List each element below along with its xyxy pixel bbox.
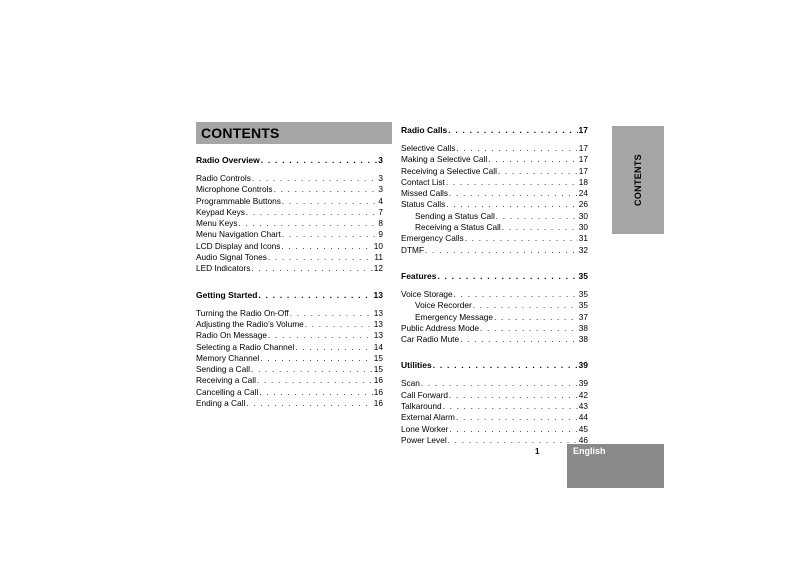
dot-leader — [252, 173, 377, 184]
section-page: 17 — [578, 125, 588, 135]
dot-leader — [498, 166, 578, 177]
entry-page: 31 — [578, 233, 588, 244]
dot-leader — [460, 334, 578, 345]
toc-entry[interactable] — [401, 143, 588, 154]
toc-entry[interactable] — [196, 398, 383, 409]
section-heading[interactable] — [196, 155, 383, 169]
entry-text: Receiving a Call — [196, 375, 256, 386]
entry-page: 18 — [578, 176, 588, 187]
entry-text: Menu Navigation Chart — [196, 229, 281, 240]
entry-text: Selecting a Radio Channel — [196, 341, 295, 352]
entry-text: Contact List — [401, 176, 445, 187]
toc-entry[interactable] — [401, 199, 588, 210]
toc-entry[interactable] — [401, 334, 588, 345]
language-label: English — [573, 446, 606, 456]
dot-leader — [251, 263, 372, 274]
section-page: 39 — [578, 360, 588, 371]
entry-page: 10 — [373, 240, 383, 251]
entry-text: LCD Display and Icons — [196, 240, 281, 251]
toc-entry[interactable] — [401, 289, 588, 300]
toc-entry[interactable] — [401, 435, 588, 446]
entry-page: 15 — [373, 352, 383, 363]
entry-page: 26 — [578, 199, 588, 210]
entry-text: Sending a Call — [196, 364, 250, 375]
toc-entry[interactable] — [196, 218, 383, 229]
toc-entry[interactable] — [196, 173, 383, 184]
dot-leader — [246, 207, 377, 218]
entry-page: 17 — [578, 143, 588, 153]
toc-section-radio-calls — [401, 125, 588, 256]
entry-page: 13 — [373, 307, 383, 318]
toc-entry[interactable] — [401, 154, 588, 165]
entry-text: Sending a Status Call — [415, 210, 495, 221]
toc-entry[interactable] — [196, 375, 383, 386]
dot-leader — [282, 196, 378, 207]
dot-leader — [259, 387, 373, 398]
dot-leader — [446, 177, 578, 188]
entry-page: 16 — [373, 375, 383, 386]
entry-text: Call Forward — [401, 389, 449, 400]
dot-leader — [268, 330, 373, 341]
entry-text: Selective Calls — [401, 143, 456, 153]
entry-text: Menu Keys — [196, 218, 238, 229]
dot-leader — [290, 308, 373, 319]
entry-text: Keypad Keys — [196, 206, 245, 217]
dot-leader — [488, 154, 578, 165]
entry-page: 14 — [373, 341, 383, 352]
entry-text: Radio On Message — [196, 330, 268, 341]
entry-text: Missed Calls — [401, 188, 449, 199]
toc-entry[interactable] — [196, 308, 383, 319]
dot-leader — [456, 412, 578, 423]
side-tab-label: CONTENTS — [633, 154, 643, 206]
dot-leader — [465, 233, 578, 244]
dot-leader — [502, 222, 578, 233]
dot-leader — [282, 229, 378, 240]
dot-leader — [425, 245, 578, 256]
dot-leader — [437, 271, 577, 285]
toc-entry[interactable] — [401, 401, 588, 412]
toc-left-column — [196, 155, 383, 424]
entry-text: Cancelling a Call — [196, 386, 259, 397]
toc-entry[interactable] — [196, 229, 383, 240]
dot-leader — [251, 364, 373, 375]
toc-entry[interactable] — [196, 207, 383, 218]
entry-page: 7 — [378, 206, 383, 217]
toc-section-getting-started — [196, 290, 383, 410]
entry-page: 44 — [578, 412, 588, 423]
toc-entry[interactable] — [196, 330, 383, 341]
page-number: 1 — [535, 447, 540, 456]
section-page: 13 — [373, 289, 383, 300]
dot-leader — [443, 401, 578, 412]
section-heading[interactable] — [401, 271, 588, 285]
entry-text: Audio Signal Tones — [196, 252, 267, 263]
entry-text: External Alarm — [401, 412, 455, 423]
entry-page: 46 — [578, 434, 588, 445]
toc-section-utilities — [401, 360, 588, 446]
dot-leader — [473, 300, 578, 311]
entry-page: 39 — [578, 378, 588, 389]
entry-page: 3 — [378, 184, 383, 195]
section-title: Getting Started — [196, 289, 258, 300]
toc-entry[interactable] — [196, 241, 383, 252]
toc-entry[interactable] — [196, 252, 383, 263]
toc-entry[interactable] — [401, 166, 588, 177]
toc-entry[interactable] — [196, 387, 383, 398]
entry-page: 32 — [578, 244, 588, 255]
dot-leader — [260, 353, 373, 364]
toc-entry[interactable] — [196, 263, 383, 274]
entry-page: 38 — [578, 334, 588, 345]
entry-page: 17 — [578, 154, 588, 165]
section-heading[interactable] — [401, 125, 588, 139]
entry-page: 35 — [578, 288, 588, 299]
dot-leader — [281, 241, 372, 252]
section-page: 35 — [578, 270, 588, 281]
entry-page: 12 — [373, 263, 383, 274]
section-title: Radio Overview — [196, 155, 260, 165]
entry-text: DTMF — [401, 244, 425, 255]
entry-page: 45 — [578, 423, 588, 434]
dot-leader — [449, 424, 577, 435]
entry-page: 30 — [578, 222, 588, 233]
entry-text: Car Radio Mute — [401, 334, 460, 345]
contents-header-bar — [196, 122, 392, 144]
entry-text: Microphone Controls — [196, 184, 273, 195]
toc-entry[interactable] — [401, 424, 588, 435]
entry-page: 42 — [578, 389, 588, 400]
dot-leader — [246, 398, 372, 409]
section-heading[interactable] — [196, 290, 383, 304]
entry-text: Power Level — [401, 434, 447, 445]
entry-text: Voice Recorder — [415, 300, 472, 311]
entry-text: Public Address Mode — [401, 322, 479, 333]
toc-entry[interactable] — [196, 353, 383, 364]
entry-text: Adjusting the Radio’s Volume — [196, 318, 304, 329]
dot-leader — [448, 435, 578, 446]
entry-text: Status Calls — [401, 199, 446, 210]
entry-page: 37 — [578, 311, 588, 322]
entry-page: 17 — [578, 165, 588, 176]
toc-entry[interactable] — [196, 196, 383, 207]
dot-leader — [305, 319, 373, 330]
entry-page: 35 — [578, 300, 588, 311]
entry-text: Lone Worker — [401, 423, 449, 434]
entry-page: 15 — [373, 364, 383, 375]
toc-entry[interactable] — [401, 177, 588, 188]
entry-text: Emergency Message — [415, 311, 493, 322]
dot-leader — [480, 323, 578, 334]
entry-text: Receiving a Status Call — [415, 222, 501, 233]
dot-leader — [257, 375, 373, 386]
entry-page: 24 — [578, 188, 588, 199]
entry-page: 30 — [578, 210, 588, 221]
toc-entry[interactable] — [401, 390, 588, 401]
entry-text: Radio Controls — [196, 173, 251, 183]
dot-leader — [449, 188, 578, 199]
entry-text: Making a Selective Call — [401, 154, 488, 165]
toc-entry[interactable] — [401, 412, 588, 423]
entry-text: LED Indicators — [196, 263, 251, 274]
toc-subentry[interactable] — [401, 312, 588, 323]
dot-leader — [496, 211, 578, 222]
entry-page: 16 — [373, 386, 383, 397]
entry-text: Receiving a Selective Call — [401, 165, 497, 176]
entry-page: 16 — [373, 398, 383, 409]
contents-side-tab — [612, 126, 664, 234]
section-heading[interactable] — [401, 360, 588, 374]
entry-text: Memory Channel — [196, 352, 260, 363]
dot-leader — [239, 218, 378, 229]
entry-page: 9 — [378, 229, 383, 240]
entry-text: Turning the Radio On-Off — [196, 307, 289, 318]
section-title: Utilities — [401, 360, 432, 371]
entry-text: Voice Storage — [401, 288, 453, 299]
entry-page: 3 — [378, 173, 383, 183]
dot-leader — [421, 378, 578, 389]
dot-leader — [258, 290, 372, 304]
toc-entry[interactable] — [196, 184, 383, 195]
toc-entry[interactable] — [196, 364, 383, 375]
entry-text: Emergency Calls — [401, 233, 464, 244]
entry-page: 43 — [578, 401, 588, 412]
page-title: CONTENTS — [201, 125, 280, 141]
toc-entry[interactable] — [401, 233, 588, 244]
dot-leader — [448, 125, 577, 139]
toc-entry[interactable] — [401, 188, 588, 199]
toc-entry[interactable] — [401, 245, 588, 256]
dot-leader — [433, 360, 578, 374]
toc-entry[interactable] — [196, 319, 383, 330]
toc-entry[interactable] — [196, 342, 383, 353]
dot-leader — [449, 390, 578, 401]
toc-subentry[interactable] — [401, 300, 588, 311]
entry-page: 11 — [374, 252, 383, 263]
section-title: Features — [401, 270, 437, 281]
toc-subentry[interactable] — [401, 222, 588, 233]
entry-text: Ending a Call — [196, 398, 246, 409]
section-title: Radio Calls — [401, 125, 448, 135]
dot-leader — [261, 155, 377, 169]
entry-page: 13 — [373, 330, 383, 341]
toc-section-features — [401, 271, 588, 345]
toc-entry[interactable] — [401, 323, 588, 334]
dot-leader — [454, 289, 578, 300]
dot-leader — [274, 184, 378, 195]
toc-subentry[interactable] — [401, 211, 588, 222]
entry-text: Programmable Buttons — [196, 195, 281, 206]
toc-entry[interactable] — [401, 378, 588, 389]
dot-leader — [268, 252, 373, 263]
dot-leader — [295, 342, 373, 353]
dot-leader — [446, 199, 577, 210]
entry-page: 4 — [378, 195, 383, 206]
entry-page: 13 — [373, 318, 383, 329]
entry-page: 8 — [378, 218, 383, 229]
entry-text: Scan — [401, 378, 420, 389]
section-page: 3 — [378, 155, 383, 165]
dot-leader — [494, 312, 578, 323]
entry-page: 38 — [578, 322, 588, 333]
dot-leader — [456, 143, 577, 154]
toc-right-column — [401, 125, 588, 461]
toc-section-radio-overview — [196, 155, 383, 275]
entry-text: Talkaround — [401, 401, 442, 412]
